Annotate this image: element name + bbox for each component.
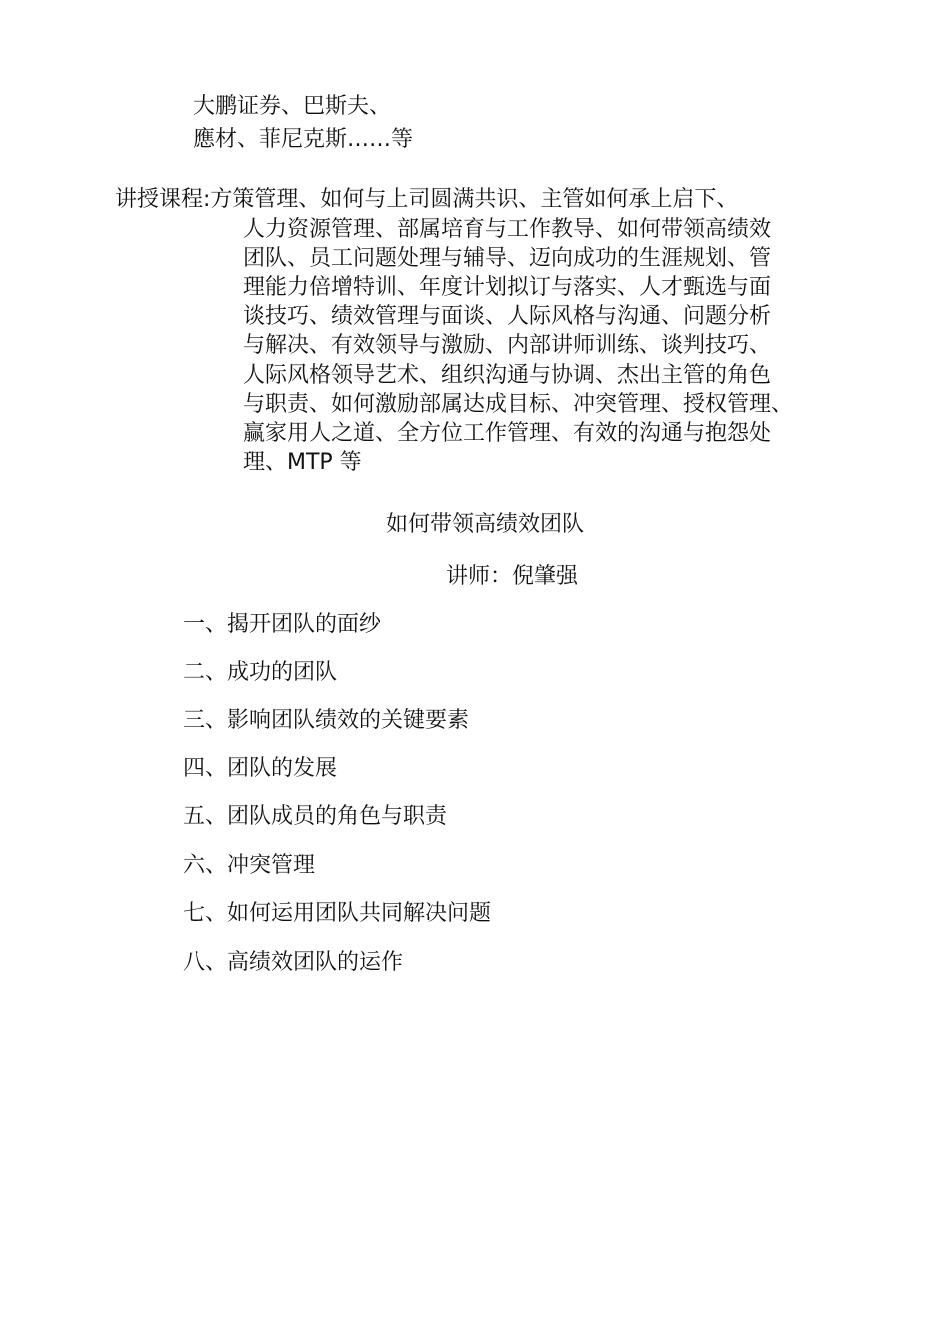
outline-item: 八、高绩效团队的运作 xyxy=(183,950,404,975)
courses-text-line: 与职责、如何激励部属达成目标、冲突管理、授权管理、 xyxy=(243,392,794,417)
outline-item: 三、影响团队绩效的关键要素 xyxy=(183,708,470,733)
courses-text-line: 谈技巧、绩效管理与面谈、人际风格与沟通、问题分析 xyxy=(243,304,772,329)
courses-text-first: 方策管理、如何与上司圆满共识、主管如何承上启下、 xyxy=(210,187,739,212)
lecturer-name: 讲师：倪肇强 xyxy=(446,564,579,589)
outline-item: 五、团队成员的角色与职责 xyxy=(183,804,448,829)
courses-label: 讲授课程: xyxy=(115,187,211,212)
courses-text-line: 人力资源管理、部属培育与工作教导、如何带领高绩效 xyxy=(243,217,772,242)
outline-item: 一、揭开团队的面纱 xyxy=(183,612,382,637)
courses-text-line: 人际风格领导艺术、组织沟通与协调、杰出主管的角色 xyxy=(243,363,772,388)
clients-line-2: 應材、菲尼克斯……等 xyxy=(193,127,414,152)
courses-text-line: 赢家用人之道、全方位工作管理、有效的沟通与抱怨处 xyxy=(243,421,772,446)
courses-text-line: 理、MTP 等 xyxy=(243,450,362,475)
courses-text-line: 团队、员工问题处理与辅导、迈向成功的生涯规划、管 xyxy=(243,246,772,271)
courses-text-line: 与解决、有效领导与激励、内部讲师训练、谈判技巧、 xyxy=(243,333,772,358)
outline-item: 六、冲突管理 xyxy=(183,853,316,878)
clients-line-1: 大鹏证券、巴斯夫、 xyxy=(193,94,392,119)
course-title: 如何带领高绩效团队 xyxy=(385,512,584,537)
courses-first-line xyxy=(115,185,738,215)
outline-item: 七、如何运用团队共同解决问题 xyxy=(183,901,492,926)
courses-text-line: 理能力倍增特训、年度计划拟订与落实、人才甄选与面 xyxy=(243,275,772,300)
outline-item: 四、团队的发展 xyxy=(183,756,338,781)
outline-item: 二、成功的团队 xyxy=(183,660,338,685)
